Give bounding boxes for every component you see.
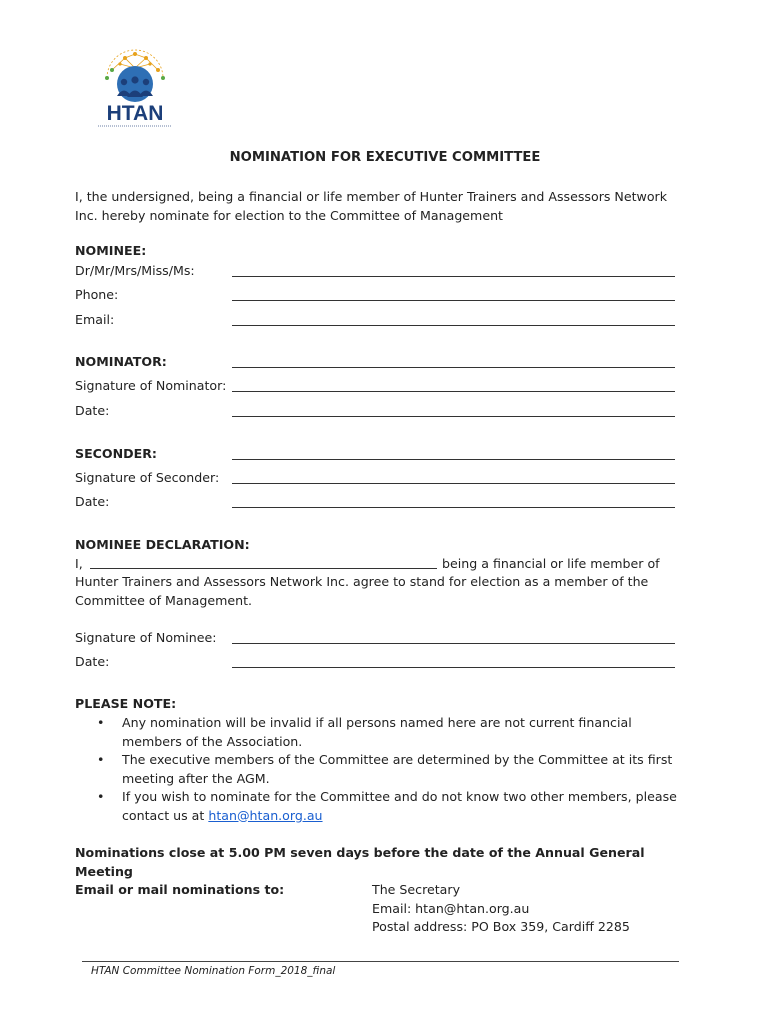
declaration-prefix: I,: [75, 556, 83, 571]
closing-line2: Meeting: [75, 864, 133, 879]
nominee-signature-field[interactable]: [232, 643, 675, 644]
declaration-heading: NOMINEE DECLARATION:: [75, 537, 250, 552]
nominee-signature-label: Signature of Nominee:: [75, 630, 217, 645]
declaration-line3: Committee of Management.: [75, 593, 253, 608]
nominee-name-label: Dr/Mr/Mrs/Miss/Ms:: [75, 263, 195, 278]
nominee-phone-field[interactable]: [232, 300, 675, 301]
htan-logo: [90, 40, 180, 130]
nominee-phone-label: Phone:: [75, 287, 119, 302]
seconder-date-label: Date:: [75, 494, 110, 509]
nominator-signature-label: Signature of Nominator:: [75, 378, 227, 393]
recipient-postal: Postal address: PO Box 359, Cardiff 2285: [372, 919, 630, 934]
nominator-date-field[interactable]: [232, 416, 675, 417]
nominator-signature-field[interactable]: [232, 391, 675, 392]
seconder-heading: SECONDER:: [75, 446, 157, 461]
nominator-heading: NOMINATOR:: [75, 354, 167, 369]
bullet-icon: •: [97, 715, 105, 730]
declaration-line2: Hunter Trainers and Assessors Network Inc. agree to stand for election as a member of the: [75, 574, 649, 589]
form-title: NOMINATION FOR EXECUTIVE COMMITTEE: [229, 150, 541, 165]
notes-heading: PLEASE NOTE:: [75, 696, 177, 711]
nominee-date-label: Date:: [75, 654, 110, 669]
seconder-signature-label: Signature of Seconder:: [75, 470, 220, 485]
footer-text: HTAN Committee Nomination Form_2018_final: [91, 965, 336, 977]
intro-paragraph: I, the undersigned, being a financial or life member of Hunter Trainers and Assessors Network Inc. hereby nominate for election to the Committee of Management: [75, 189, 668, 223]
contact-email-link[interactable]: htan@htan.org.au: [208, 807, 323, 823]
closing-line1: Nominations close at 5.00 PM seven days before the date of the Annual General: [75, 845, 645, 860]
nominee-email-label: Email:: [75, 312, 115, 327]
list-item: • If you wish to nominate for the Committee and do not know two other members, please contact us at htan@htan.org.au: [97, 789, 677, 823]
nominator-date-label: Date:: [75, 403, 110, 418]
list-item: • The executive members of the Committee are determined by the Committee at its first meeting after the AGM.: [97, 752, 673, 786]
seconder-date-field[interactable]: [232, 507, 675, 508]
notes-list: [75, 714, 695, 825]
logo-wordmark: HTAN: [106, 102, 164, 125]
send-to-label: Email or mail nominations to:: [75, 882, 285, 897]
seconder-name-field[interactable]: [232, 459, 675, 460]
nominee-date-field[interactable]: [232, 667, 675, 668]
list-item: • Any nomination will be invalid if all persons named here are not current financial members of the Association.: [97, 715, 632, 749]
bullet-icon: •: [97, 789, 105, 804]
nominator-name-field[interactable]: [232, 367, 675, 368]
declaration-line1-suffix: being a financial or life member of: [442, 556, 660, 571]
bullet-icon: •: [97, 752, 105, 767]
nominee-name-field[interactable]: [232, 276, 675, 277]
footer-divider: [82, 961, 679, 962]
nominee-heading: NOMINEE:: [75, 243, 147, 258]
declaration-name-field[interactable]: [90, 568, 437, 569]
recipient: The Secretary: [372, 882, 461, 897]
nominee-email-field[interactable]: [232, 325, 675, 326]
recipient-email: Email: htan@htan.org.au: [372, 901, 530, 916]
seconder-signature-field[interactable]: [232, 483, 675, 484]
